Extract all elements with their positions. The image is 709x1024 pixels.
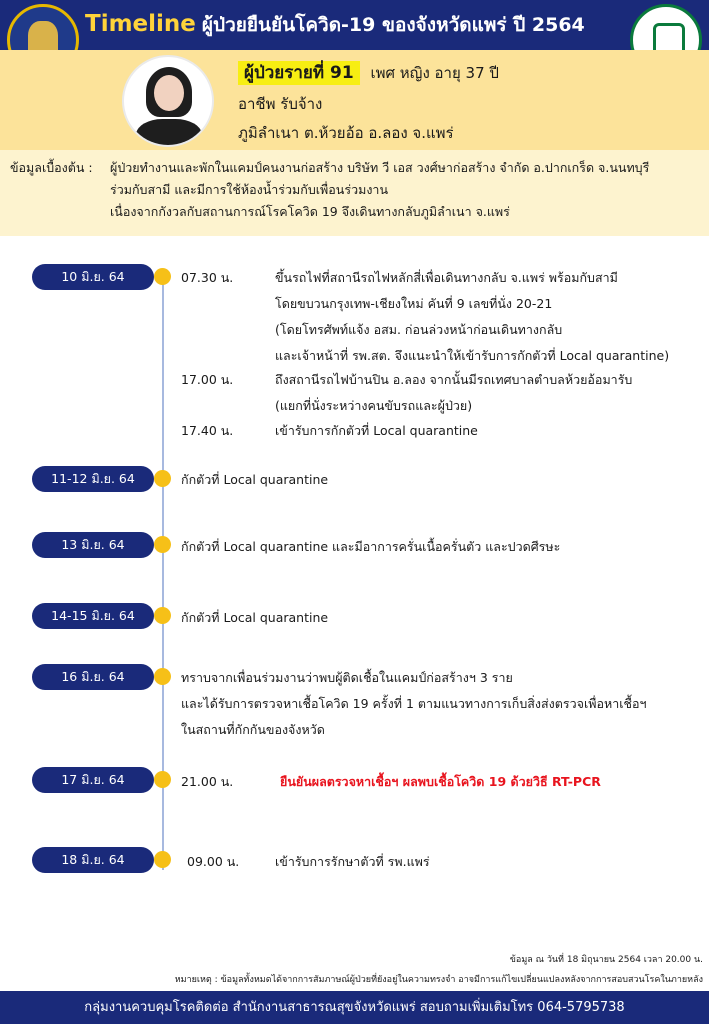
event-time: 21.00 น.	[181, 774, 234, 789]
patient-number: ผู้ป่วยรายที่ 91	[238, 61, 360, 85]
event-text: กักตัวที่ Local quarantine และมีอาการครั่นเนื้อครั่นตัว และปวดศีรษะ	[181, 539, 561, 554]
timeline-dot	[154, 268, 171, 285]
event-text: ทราบจากเพื่อนร่วมงานว่าพบผู้ติดเชื้อในแคมป์ก่อสร้างฯ 3 ราย	[181, 670, 513, 685]
date-badge: 10 มิ.ย. 64	[32, 264, 154, 290]
event-text: เข้ารับการกักตัวที่ Local quarantine	[275, 423, 478, 438]
background-label: ข้อมูลเบื้องต้น :	[10, 160, 93, 175]
date-badge: 11-12 มิ.ย. 64	[32, 466, 154, 492]
remark-note: หมายเหตุ : ข้อมูลทั้งหมดได้จากการสัมภาษณ์ผู้ป่วยที่ยังอยู่ในความทรงจำ อาจมีการแก้ไขเปลี่ยนแปลงหลังจากการสอบสวนโรคในภายหลัง	[174, 975, 703, 985]
event-text: (แยกที่นั่งระหว่างคนขับรถและผู้ป่วย)	[275, 398, 473, 413]
event-text: ถึงสถานีรถไฟบ้านปิน อ.ลอง จากนั้นมีรถเทศบาลตำบลห้วยอ้อมารับ	[275, 372, 633, 387]
timeline-dot	[154, 851, 171, 868]
page-title	[85, 10, 585, 40]
background-line: ร่วมกับสามี และมีการใช้ห้องน้ำร่วมกับเพื่อนร่วมงาน	[110, 182, 388, 197]
background-line: เนื่องจากกังวลกับสถานการณ์โรคโควิด 19 จึงเดินทางกลับภูมิลำเนา จ.แพร่	[110, 204, 510, 219]
event-text: และเจ้าหน้าที่ รพ.สต. จึงแนะนำให้เข้ารับการกักตัวที่ Local quarantine)	[275, 348, 670, 363]
footer-contact: กลุ่มงานควบคุมโรคติดต่อ สำนักงานสาธารณสุขจังหวัดแพร่ สอบถามเพิ่มเติมโทร 064-5795738	[0, 991, 709, 1024]
patient-avatar	[122, 55, 214, 147]
background-info	[0, 150, 709, 236]
event-text: เข้ารับการรักษาตัวที่ รพ.แพร่	[275, 854, 430, 869]
confirmed-result-text: ยืนยันผลตรวจหาเชื้อฯ ผลพบเชื้อโควิด 19 ด้วยวิธี RT-PCR	[280, 774, 601, 789]
avatar-face	[154, 75, 184, 111]
date-badge: 13 มิ.ย. 64	[32, 532, 154, 558]
avatar-body	[136, 119, 202, 147]
event-time: 07.30 น.	[181, 270, 234, 285]
event-text: กักตัวที่ Local quarantine	[181, 472, 329, 487]
date-badge: 16 มิ.ย. 64	[32, 664, 154, 690]
event-text: กักตัวที่ Local quarantine	[181, 610, 329, 625]
date-badge: 18 มิ.ย. 64	[32, 847, 154, 873]
event-text: ขึ้นรถไฟที่สถานีรถไฟหลักสี่เพื่อเดินทางกลับ จ.แพร่ พร้อมกับสามี	[275, 270, 618, 285]
event-time: 09.00 น.	[187, 854, 240, 869]
event-text: และได้รับการตรวจหาเชื้อโควิด 19 ครั้งที่ 1 ตามแนวทางการเก็บสิ่งส่งตรวจเพื่อหาเชื้อฯ	[181, 696, 647, 711]
timeline-dot	[154, 771, 171, 788]
patient-number-line	[238, 59, 499, 86]
title-text: ผู้ป่วยยืนยันโควิด-19 ของจังหวัดแพร่ ปี 2564	[201, 14, 585, 36]
event-text: ในสถานที่กักกันของจังหวัด	[181, 722, 325, 737]
background-line: ผู้ป่วยทำงานและพักในแคมป์คนงานก่อสร้าง บริษัท วี เอส วงศ์ษาก่อสร้าง จำกัด อ.ปากเกร็ด จ.นนทบุรี	[110, 160, 650, 175]
event-text: โดยขบวนกรุงเทพ-เชียงใหม่ คันที่ 9 เลขที่นั่ง 20-21	[275, 296, 553, 311]
patient-occupation: อาชีพ รับจ้าง	[238, 95, 323, 113]
event-text: (โดยโทรศัพท์แจ้ง อสม. ก่อนล่วงหน้าก่อนเดินทางกลับ	[275, 322, 563, 337]
data-as-of: ข้อมูล ณ วันที่ 18 มิถุนายน 2564 เวลา 20.00 น.	[509, 955, 703, 965]
timeline-dot	[154, 668, 171, 685]
patient-sex-age: เพศ หญิง อายุ 37 ปี	[370, 64, 499, 82]
timeline-dot	[154, 536, 171, 553]
patient-hometown: ภูมิลำเนา ต.ห้วยอ้อ อ.ลอง จ.แพร่	[238, 124, 454, 142]
event-time: 17.00 น.	[181, 372, 234, 387]
timeline-dot	[154, 470, 171, 487]
event-time: 17.40 น.	[181, 423, 234, 438]
date-badge: 17 มิ.ย. 64	[32, 767, 154, 793]
timeline-dot	[154, 607, 171, 624]
title-prefix: Timeline	[85, 11, 196, 37]
date-badge: 14-15 มิ.ย. 64	[32, 603, 154, 629]
